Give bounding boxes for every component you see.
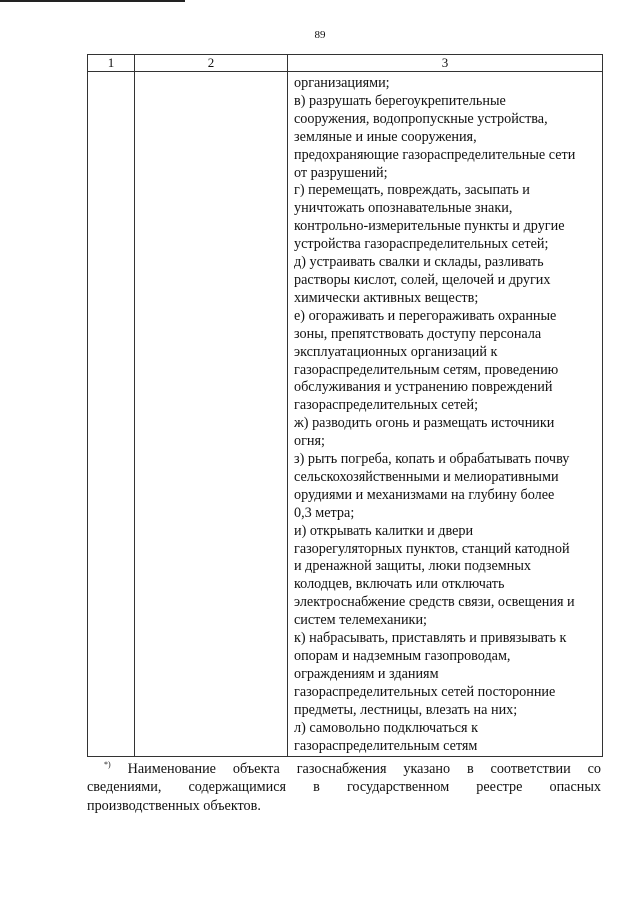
table-text-line: предохраняющие газораспределительные сети <box>294 146 576 163</box>
table-text-line: от разрушений; <box>294 164 388 181</box>
page-number: 89 <box>314 29 326 41</box>
table-text-line: организациями; <box>294 75 390 91</box>
table-text-line: обслуживания и устранению повреждений <box>294 379 553 396</box>
top-rule <box>0 0 185 2</box>
table-text-line: газораспределительным сетям <box>294 737 478 754</box>
column-header-2: 2 <box>135 55 288 72</box>
table-text-line: электроснабжение средств связи, освещения и <box>294 594 575 611</box>
cell-col-3 <box>288 72 603 757</box>
table-text-line: к) набрасывать, приставлять и привязывать к <box>294 630 567 647</box>
table-text-line: ограждениям и зданиям <box>294 665 439 682</box>
table-text-line: газорегуляторных пунктов, станций катодной <box>294 540 570 557</box>
table-text-line: сооружения, водопропускные устройства, <box>294 110 548 127</box>
table-text-line: устройства газораспределительных сетей; <box>294 236 549 253</box>
table-text-line: предметы, лестницы, влезать на них; <box>294 701 518 718</box>
table-text-line: г) перемещать, повреждать, засыпать и <box>294 182 530 199</box>
table-header-row <box>88 55 603 72</box>
table-text-line: и) открывать калитки и двери <box>294 522 474 539</box>
footnote-text: Наименование объекта газоснабжения указано в соответствии со <box>127 761 602 777</box>
table-text-line: д) устраивать свалки и склады, разливать <box>294 254 544 271</box>
column-header-3: 3 <box>288 55 603 72</box>
table-text-line: зоны, препятствовать доступу персонала <box>294 325 542 342</box>
table-text-line: уничтожать опознавательные знаки, <box>294 200 513 217</box>
table-text-line: и дренажной защиты, люки подземных <box>294 558 531 575</box>
table-text-line: опорам и надземным газопроводам, <box>294 648 511 664</box>
footnote <box>87 756 601 815</box>
table-text-line: огня; <box>294 433 325 450</box>
table-text-line: орудиями и механизмами на глубину более <box>294 486 555 503</box>
table-text-line: растворы кислот, солей, щелочей и других <box>294 271 551 288</box>
table-text-line: ж) разводить огонь и размещать источники <box>294 415 555 432</box>
cell-col-2 <box>135 72 288 757</box>
table-text-line: л) самовольно подключаться к <box>294 719 479 736</box>
cell-col-1 <box>88 72 135 757</box>
requirements-table <box>87 54 603 757</box>
table-text-line: земляные и иные сооружения, <box>294 128 477 145</box>
prohibitions-list <box>288 72 602 755</box>
table-body-row <box>88 72 603 757</box>
footnote-line: сведениями, содержащимися в государственном реестре опасных <box>87 779 601 796</box>
table-text-line: в) разрушать берегоукрепительные <box>294 92 506 109</box>
footnote-line: производственных объектов. <box>87 797 261 814</box>
table-text-line: контрольно-измерительные пункты и другие <box>294 218 565 235</box>
table-text-line: колодцев, включать или отключать <box>294 576 505 593</box>
table-text-line: сельскохозяйственными и мелиоративными <box>294 468 559 485</box>
table-text-line: з) рыть погреба, копать и обрабатывать почву <box>294 451 570 468</box>
table-text-line: газораспределительных сетей посторонние <box>294 683 556 700</box>
table-text-line: эксплуатационных организаций к <box>294 343 498 360</box>
column-header-1: 1 <box>88 55 135 72</box>
table-text-line: газораспределительных сетей; <box>294 397 479 414</box>
table-text-line: 0,3 метра; <box>294 504 355 521</box>
table-text-line: газораспределительным сетям, проведению <box>294 361 559 378</box>
table-text-line: химически активных веществ; <box>294 289 479 306</box>
footnote-marker: *) <box>104 760 111 769</box>
table-text-line: систем телемеханики; <box>294 612 427 629</box>
table-text-line: е) огораживать и перегораживать охранные <box>294 307 557 324</box>
footnote-line <box>87 756 601 778</box>
